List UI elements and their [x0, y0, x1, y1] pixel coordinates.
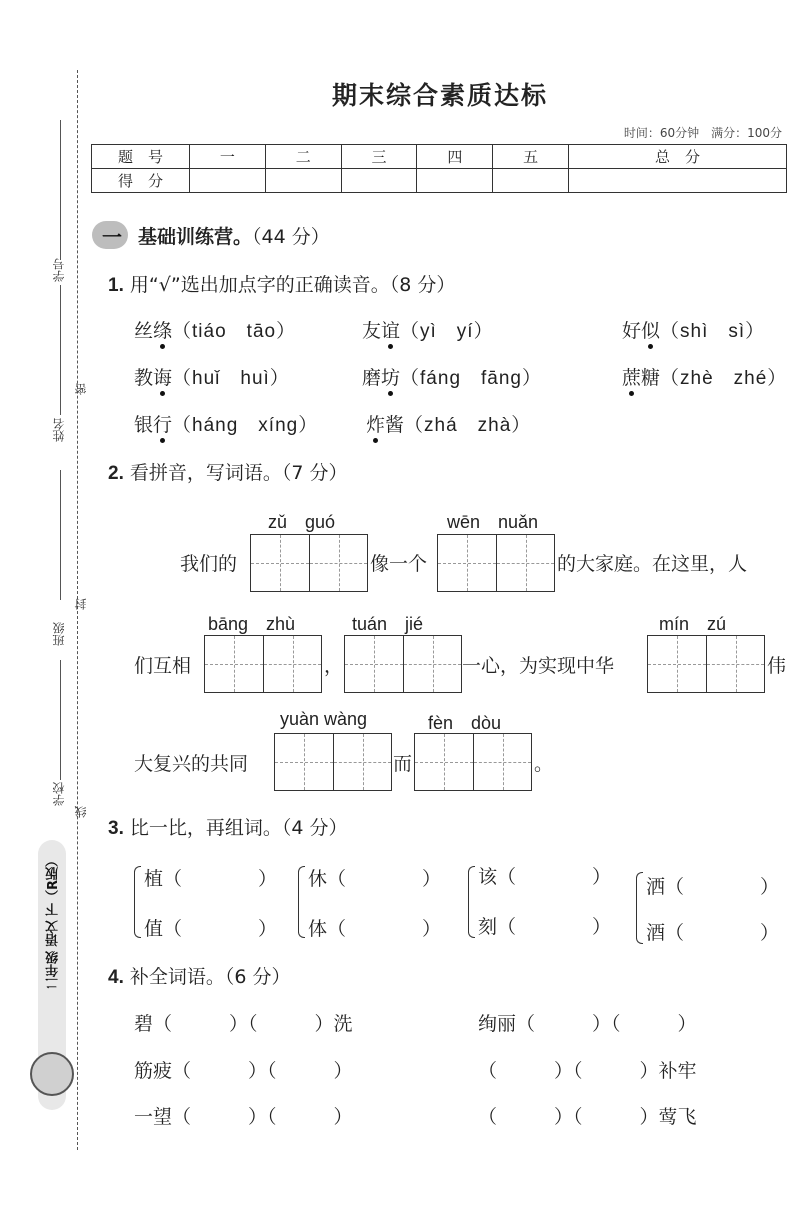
brace-icon [134, 866, 141, 938]
question-number: 1. [108, 275, 124, 296]
idiom-blank[interactable]: （ ）（ ）莺飞 [478, 1106, 697, 1128]
writing-grid[interactable] [250, 534, 368, 592]
score-input-cell[interactable] [493, 169, 569, 193]
pinyin-options: （háng xíng） [172, 415, 319, 436]
writing-grid[interactable] [414, 733, 532, 791]
sentence-text: ， [324, 655, 344, 677]
question-1 [108, 270, 455, 297]
score-input-cell[interactable] [569, 169, 787, 193]
dotted-char: 绦 [153, 316, 172, 343]
cut-mark-envelope: 封 [74, 598, 88, 610]
cut-dashed-line [77, 70, 78, 1150]
binding-margin [0, 0, 90, 1206]
compare-word-field[interactable]: 洒（ ） [646, 876, 780, 898]
question-4 [108, 962, 291, 989]
compare-word-field[interactable]: 体（ ） [308, 918, 442, 940]
score-input-cell[interactable] [265, 169, 341, 193]
sentence-text: 像一个 [370, 553, 428, 575]
score-table-header-label: 题 号 [92, 145, 190, 169]
field-underline [60, 120, 61, 260]
exam-meta: 时间：60分钟 满分：100分 [623, 126, 782, 140]
question-text: 看拼音，写词语。（7 分） [129, 462, 348, 484]
dotted-char: 炸 [366, 410, 385, 437]
score-table-row-label: 得 分 [92, 169, 190, 193]
cut-mark-seal: 密 [74, 383, 88, 395]
dotted-char: 行 [153, 410, 172, 437]
score-input-cell[interactable] [341, 169, 417, 193]
grade-badge-text: 二年级 语文 下（R版） [46, 854, 61, 991]
writing-grid[interactable] [274, 733, 392, 791]
writing-grid[interactable] [647, 635, 765, 693]
pinyin-label: tuán jié [352, 614, 424, 634]
compare-word-field[interactable]: 酒（ ） [646, 922, 780, 944]
score-input-cell[interactable] [417, 169, 493, 193]
score-input-cell[interactable] [190, 169, 266, 193]
question-text: 用“√”选出加点字的正确读音。（8 分） [129, 274, 456, 296]
pinyin-options: （zhá zhà） [404, 415, 532, 436]
pinyin-options: （huǐ huì） [172, 368, 290, 389]
score-col-1: 一 [190, 145, 266, 169]
question-number: 4. [108, 967, 124, 988]
dotted-char: 谊 [381, 316, 400, 343]
pinyin-options: （fáng fāng） [400, 368, 542, 389]
pinyin-label: fèn dòu [428, 713, 502, 733]
dotted-char: 似 [641, 316, 660, 343]
section-title [138, 222, 330, 249]
score-table [91, 144, 787, 193]
pinyin-options: （shì sì） [660, 321, 766, 342]
dotted-char: 诲 [153, 363, 172, 390]
field-student-id: 学号 [52, 258, 66, 282]
compare-word-field[interactable]: 刻（ ） [478, 916, 612, 938]
section-badge [92, 221, 128, 249]
writing-grid[interactable] [204, 635, 322, 693]
score-col-3: 三 [341, 145, 417, 169]
reading-item[interactable]: 炸酱（zhá zhà） [366, 410, 531, 437]
field-class: 班级 [52, 622, 66, 646]
sentence-text: 我们的 [180, 553, 238, 575]
question-number: 2. [108, 463, 124, 484]
idiom-blank[interactable]: 筋疲（ ）（ ） [134, 1060, 353, 1082]
sentence-text: 大复兴的共同 [134, 753, 249, 775]
question-number: 3. [108, 818, 124, 839]
brace-icon [468, 866, 475, 938]
score-col-total: 总 分 [569, 145, 787, 169]
sentence-text: 的大家庭。在这里，人 [557, 553, 748, 575]
pinyin-label: bāng zhù [208, 614, 296, 634]
section-badge-number: 一 [102, 225, 122, 249]
section-score: （44 分） [252, 226, 330, 248]
reading-item[interactable]: 教诲（huǐ huì） [134, 363, 290, 390]
reading-item[interactable]: 友谊（yì yí） [362, 316, 494, 343]
field-school: 学校 [52, 782, 66, 806]
idiom-blank[interactable]: 碧（ ）（ ）洗 [134, 1013, 353, 1035]
dotted-char: 坊 [381, 363, 400, 390]
compare-word-field[interactable]: 植（ ） [144, 868, 278, 890]
pinyin-options: （tiáo tāo） [172, 321, 297, 342]
pinyin-label: zǔ guó [268, 512, 336, 532]
question-text: 比一比，再组词。（4 分） [129, 817, 348, 839]
mascot-icon [30, 1052, 74, 1096]
reading-item[interactable]: 蔗糖（zhè zhé） [622, 363, 787, 390]
question-3 [108, 813, 348, 840]
brace-icon [298, 866, 305, 938]
score-col-5: 五 [493, 145, 569, 169]
score-col-4: 四 [417, 145, 493, 169]
score-col-2: 二 [265, 145, 341, 169]
pinyin-options: （yì yí） [400, 321, 494, 342]
reading-item[interactable]: 好似（shì sì） [622, 316, 765, 343]
section-title-text: 基础训练营。 [138, 226, 253, 248]
sentence-text: 一心，为实现中华 [462, 655, 615, 677]
reading-item[interactable]: 银行（háng xíng） [134, 410, 318, 437]
cut-mark-line: 线 [74, 806, 88, 818]
pinyin-label: yuàn wàng [280, 709, 368, 729]
compare-word-field[interactable]: 值（ ） [144, 918, 278, 940]
field-underline [60, 285, 61, 415]
writing-grid[interactable] [437, 534, 555, 592]
question-text: 补全词语。（6 分） [129, 966, 291, 988]
pinyin-label: mín zú [659, 614, 727, 634]
brace-icon [636, 872, 643, 944]
dotted-char: 蔗 [622, 363, 641, 390]
writing-grid[interactable] [344, 635, 462, 693]
idiom-blank[interactable]: 绚丽（ ）（ ） [478, 1013, 697, 1035]
field-underline [60, 470, 61, 600]
field-name: 姓名 [52, 418, 66, 442]
reading-item[interactable]: 丝绦（tiáo tāo） [134, 316, 296, 343]
sentence-text: 们互相 [134, 655, 192, 677]
compare-word-field[interactable]: 休（ ） [308, 868, 442, 890]
idiom-blank[interactable]: （ ）（ ）补牢 [478, 1060, 697, 1082]
sentence-text: 而 [393, 753, 413, 775]
idiom-blank[interactable]: 一望（ ）（ ） [134, 1106, 353, 1128]
question-2 [108, 458, 348, 485]
pinyin-options: （zhè zhé） [660, 368, 788, 389]
sentence-text: 伟 [767, 655, 787, 677]
compare-word-field[interactable]: 该（ ） [478, 866, 612, 888]
pinyin-label: wēn nuǎn [447, 512, 539, 532]
page-title: 期末综合素质达标 [331, 81, 548, 110]
field-underline [60, 660, 61, 780]
sentence-text: 。 [534, 753, 554, 775]
reading-item[interactable]: 磨坊（fáng fāng） [362, 363, 542, 390]
